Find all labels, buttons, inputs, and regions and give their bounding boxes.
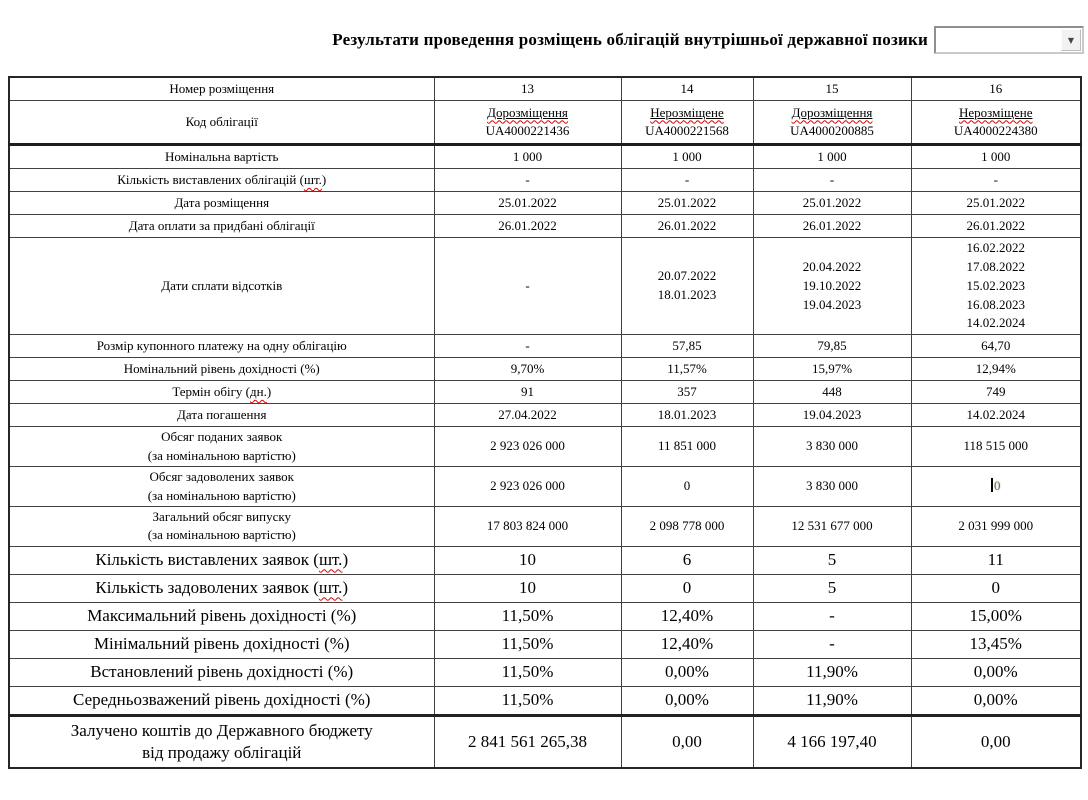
value-cell: 10 xyxy=(434,574,621,602)
value-cell: 2 098 778 000 xyxy=(621,507,753,547)
value-cell: 5 xyxy=(753,546,911,574)
value-cell: - xyxy=(434,335,621,358)
value-cell: 25.01.2022 xyxy=(434,192,621,215)
value-cell: 27.04.2022 xyxy=(434,404,621,427)
value-cell: 13,45% xyxy=(911,630,1081,658)
page xyxy=(0,26,1088,800)
value-cell: Дорозміщення UA4000200885 xyxy=(753,101,911,145)
value-cell: 3 830 000 xyxy=(753,467,911,507)
table-row xyxy=(9,686,1081,715)
dropdown-value[interactable] xyxy=(936,28,1060,52)
bond-status: Нерозміщене xyxy=(650,104,724,120)
misspelled-word: дн. xyxy=(250,383,267,399)
value-cell: 0,00% xyxy=(911,658,1081,686)
table-row xyxy=(9,574,1081,602)
row-label: Номінальна вартість xyxy=(9,145,434,169)
value-cell: 11,90% xyxy=(753,658,911,686)
value-cell: 12,94% xyxy=(911,358,1081,381)
value-cell: 19.04.2023 xyxy=(753,404,911,427)
page-title: Результати проведення розміщень облігацій внутрішньої державної позики xyxy=(332,30,928,49)
misspelled-word: шт. xyxy=(318,550,343,570)
row-label: Номінальний рівень дохідності (%) xyxy=(9,358,434,381)
value-cell: 1 000 xyxy=(621,145,753,169)
value-cell: 11,50% xyxy=(434,686,621,715)
value-cell: 2 923 026 000 xyxy=(434,467,621,507)
table-row xyxy=(9,215,1081,238)
table-row xyxy=(9,169,1081,192)
value-cell: 11 851 000 xyxy=(621,427,753,467)
value-cell: 26.01.2022 xyxy=(621,215,753,238)
table-row xyxy=(9,715,1081,768)
value-cell: - xyxy=(434,238,621,335)
value-cell: 15 xyxy=(753,77,911,101)
value-cell: 0,00% xyxy=(621,686,753,715)
results-table-body xyxy=(9,77,1081,768)
value-cell: 20.07.2022 18.01.2023 xyxy=(621,238,753,335)
value-cell: 79,85 xyxy=(753,335,911,358)
value-cell: 4 166 197,40 xyxy=(753,715,911,768)
value-cell: 64,70 xyxy=(911,335,1081,358)
value-cell: 17 803 824 000 xyxy=(434,507,621,547)
row-label: Дати сплати відсотків xyxy=(9,238,434,335)
row-label: Мінімальний рівень дохідності (%) xyxy=(9,630,434,658)
table-row xyxy=(9,630,1081,658)
table-row xyxy=(9,658,1081,686)
row-label: Номер розміщення xyxy=(9,77,434,101)
row-label: Встановлений рівень дохідності (%) xyxy=(9,658,434,686)
table-row xyxy=(9,238,1081,335)
value-cell: 25.01.2022 xyxy=(911,192,1081,215)
row-label: Кількість виставлених облігацій (шт.) xyxy=(9,169,434,192)
row-label: Термін обігу (дн.) xyxy=(9,381,434,404)
value-cell: 5 xyxy=(753,574,911,602)
value-cell: 25.01.2022 xyxy=(621,192,753,215)
value-cell: 15,97% xyxy=(753,358,911,381)
value-cell: 0,00% xyxy=(911,686,1081,715)
bond-status: Дорозміщення xyxy=(791,104,873,120)
value-cell: 11,50% xyxy=(434,630,621,658)
value-cell: Нерозміщене UA4000221568 xyxy=(621,101,753,145)
table-row xyxy=(9,192,1081,215)
dropdown-arrow-button[interactable] xyxy=(1061,29,1081,51)
value-cell: 12,40% xyxy=(621,630,753,658)
value-cell: 26.01.2022 xyxy=(753,215,911,238)
value-cell: 57,85 xyxy=(621,335,753,358)
value-cell: 749 xyxy=(911,381,1081,404)
placement-dropdown[interactable] xyxy=(934,26,1084,54)
value-cell: 2 031 999 000 xyxy=(911,507,1081,547)
table-row xyxy=(9,335,1081,358)
value-cell: 14.02.2024 xyxy=(911,404,1081,427)
value-cell: 18.01.2023 xyxy=(621,404,753,427)
row-label: Максимальний рівень дохідності (%) xyxy=(9,602,434,630)
value-cell: 13 xyxy=(434,77,621,101)
value-cell: 11 xyxy=(911,546,1081,574)
value-cell: - xyxy=(753,169,911,192)
bond-status: Нерозміщене xyxy=(959,104,1033,120)
value-cell: 14 xyxy=(621,77,753,101)
value-cell: 11,50% xyxy=(434,658,621,686)
value-cell: 1 000 xyxy=(911,145,1081,169)
bond-status: Дорозміщення xyxy=(487,104,568,120)
value-cell: Дорозміщення UA4000221436 xyxy=(434,101,621,145)
row-label: Розмір купонного платежу на одну облігацію xyxy=(9,335,434,358)
row-label: Середньозважений рівень дохідності (%) xyxy=(9,686,434,715)
value-cell: 10 xyxy=(434,546,621,574)
table-row xyxy=(9,427,1081,467)
selected-zero: 0 xyxy=(994,478,1001,494)
value-cell: 1 000 xyxy=(434,145,621,169)
table-row xyxy=(9,145,1081,169)
header-row xyxy=(0,26,1084,54)
value-cell: 16.02.2022 17.08.2022 15.02.2023 16.08.2023 14.02.2024 xyxy=(911,238,1081,335)
results-table xyxy=(8,76,1082,769)
chevron-down-icon: ▼ xyxy=(1067,35,1075,45)
value-cell: 3 830 000 xyxy=(753,427,911,467)
text-cursor-icon xyxy=(991,478,993,492)
value-cell: - xyxy=(621,169,753,192)
row-label: Обсяг задоволених заявок (за номінальною вартістю) xyxy=(9,467,434,507)
value-cell: 2 841 561 265,38 xyxy=(434,715,621,768)
value-cell: 11,90% xyxy=(753,686,911,715)
table-row xyxy=(9,358,1081,381)
value-cell: 91 xyxy=(434,381,621,404)
table-row xyxy=(9,507,1081,547)
value-cell: 25.01.2022 xyxy=(753,192,911,215)
value-cell: 16 xyxy=(911,77,1081,101)
row-label: Кількість задоволених заявок (шт.) xyxy=(9,574,434,602)
table-row xyxy=(9,546,1081,574)
misspelled-word: шт. xyxy=(318,578,343,598)
row-label: Загальний обсяг випуску (за номінальною вартістю) xyxy=(9,507,434,547)
value-cell: 6 xyxy=(621,546,753,574)
table-row xyxy=(9,602,1081,630)
row-label: Обсяг поданих заявок (за номінальною вартістю) xyxy=(9,427,434,467)
row-label: Дата погашення xyxy=(9,404,434,427)
value-cell: 0,00 xyxy=(911,715,1081,768)
value-cell xyxy=(911,467,1081,507)
value-cell: - xyxy=(434,169,621,192)
value-cell: 0 xyxy=(911,574,1081,602)
table-row xyxy=(9,467,1081,507)
value-cell: 0 xyxy=(621,467,753,507)
value-cell: 20.04.2022 19.10.2022 19.04.2023 xyxy=(753,238,911,335)
row-label: Дата розміщення xyxy=(9,192,434,215)
value-cell: 26.01.2022 xyxy=(911,215,1081,238)
value-cell: 11,57% xyxy=(621,358,753,381)
table-row xyxy=(9,404,1081,427)
value-cell: - xyxy=(753,630,911,658)
value-cell: - xyxy=(753,602,911,630)
value-cell: 0 xyxy=(621,574,753,602)
table-row xyxy=(9,381,1081,404)
value-cell: 12 531 677 000 xyxy=(753,507,911,547)
value-cell: 448 xyxy=(753,381,911,404)
value-cell: 26.01.2022 xyxy=(434,215,621,238)
value-cell: Нерозміщене UA4000224380 xyxy=(911,101,1081,145)
value-cell: - xyxy=(911,169,1081,192)
value-cell: 118 515 000 xyxy=(911,427,1081,467)
value-cell: 1 000 xyxy=(753,145,911,169)
misspelled-word: шт. xyxy=(303,171,322,187)
value-cell: 11,50% xyxy=(434,602,621,630)
value-cell: 15,00% xyxy=(911,602,1081,630)
value-cell: 357 xyxy=(621,381,753,404)
row-label: Кількість виставлених заявок (шт.) xyxy=(9,546,434,574)
table-row xyxy=(9,77,1081,101)
row-label: Залучено коштів до Державного бюджету від продажу облігацій xyxy=(9,715,434,768)
value-cell: 0,00% xyxy=(621,658,753,686)
row-label: Код облігації xyxy=(9,101,434,145)
value-cell: 0,00 xyxy=(621,715,753,768)
value-cell: 12,40% xyxy=(621,602,753,630)
row-label: Дата оплати за придбані облігації xyxy=(9,215,434,238)
table-row xyxy=(9,101,1081,145)
value-cell: 9,70% xyxy=(434,358,621,381)
value-cell: 2 923 026 000 xyxy=(434,427,621,467)
